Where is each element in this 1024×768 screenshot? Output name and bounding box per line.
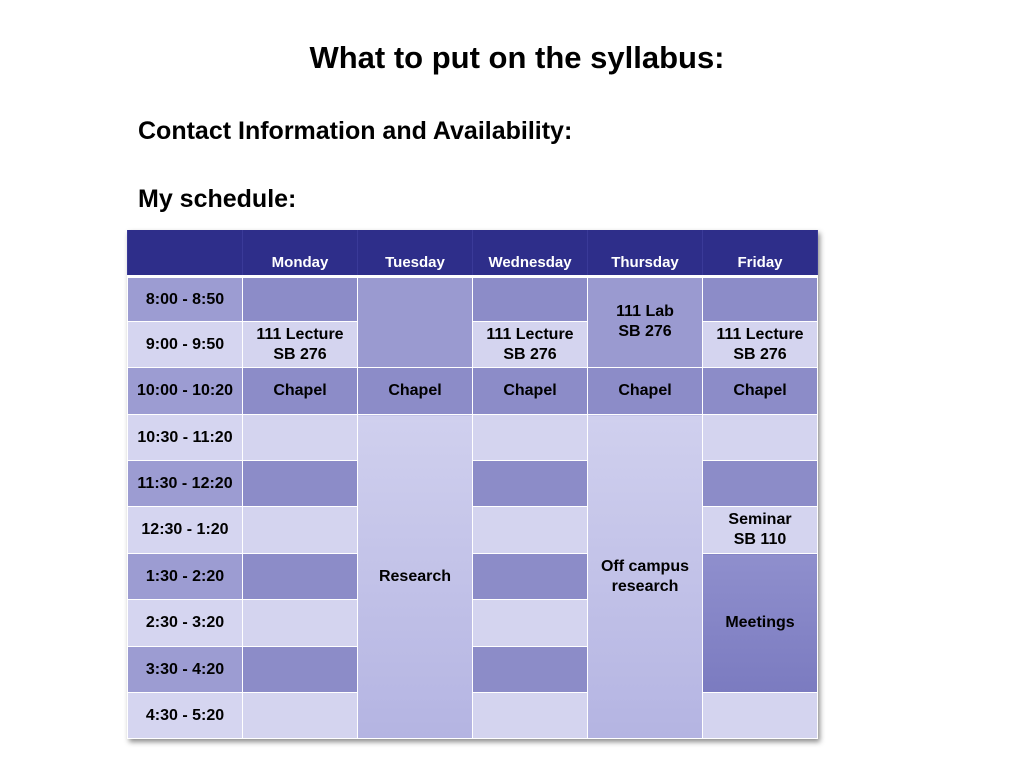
schedule-cell xyxy=(473,277,588,322)
schedule-cell xyxy=(473,693,588,739)
schedule-cell xyxy=(703,693,818,739)
schedule-cell xyxy=(473,554,588,600)
time-cell: 3:30 - 4:20 xyxy=(128,647,243,693)
chapel-cell: Chapel xyxy=(588,368,703,415)
schedule-cell xyxy=(358,277,473,368)
table-row xyxy=(128,507,818,554)
header-monday: Monday xyxy=(243,230,358,277)
table-row xyxy=(128,415,818,461)
table-row xyxy=(128,277,818,322)
table-row xyxy=(128,554,818,600)
schedule-cell xyxy=(243,461,358,507)
schedule-cell xyxy=(243,415,358,461)
table-row xyxy=(128,322,818,368)
schedule-cell xyxy=(243,507,358,554)
friday-lecture-cell: 111 Lecture SB 276 xyxy=(703,322,818,368)
chapel-cell: Chapel xyxy=(703,368,818,415)
time-cell: 8:00 - 8:50 xyxy=(128,277,243,322)
schedule-cell xyxy=(243,554,358,600)
header-thursday: Thursday xyxy=(588,230,703,277)
thursday-offcampus-cell: Off campus research xyxy=(588,415,703,739)
table-row xyxy=(128,693,818,739)
schedule-cell xyxy=(473,600,588,647)
tuesday-research-cell: Research xyxy=(358,415,473,739)
chapel-cell: Chapel xyxy=(358,368,473,415)
time-cell: 10:30 - 11:20 xyxy=(128,415,243,461)
schedule-cell xyxy=(473,461,588,507)
header-tuesday: Tuesday xyxy=(358,230,473,277)
time-cell: 12:30 - 1:20 xyxy=(128,507,243,554)
schedule-cell xyxy=(243,277,358,322)
schedule-cell xyxy=(703,277,818,322)
schedule-cell xyxy=(243,693,358,739)
time-cell: 2:30 - 3:20 xyxy=(128,600,243,647)
schedule-heading: My schedule: xyxy=(138,185,297,213)
table-row xyxy=(128,368,818,415)
friday-meetings-cell: Meetings xyxy=(703,554,818,693)
monday-lecture-cell: 111 Lecture SB 276 xyxy=(243,322,358,368)
schedule-cell xyxy=(703,415,818,461)
chapel-cell: Chapel xyxy=(473,368,588,415)
time-cell: 9:00 - 9:50 xyxy=(128,322,243,368)
header-friday: Friday xyxy=(703,230,818,277)
schedule-cell xyxy=(473,415,588,461)
time-cell: 10:00 - 10:20 xyxy=(128,368,243,415)
chapel-cell: Chapel xyxy=(243,368,358,415)
slide-title: What to put on the syllabus: xyxy=(309,40,725,75)
friday-seminar-cell: Seminar SB 110 xyxy=(703,507,818,554)
header-corner xyxy=(128,230,243,277)
wednesday-lecture-cell: 111 Lecture SB 276 xyxy=(473,322,588,368)
header-wednesday: Wednesday xyxy=(473,230,588,277)
contact-heading: Contact Information and Availability: xyxy=(138,117,573,145)
schedule-table xyxy=(127,230,818,739)
schedule-cell xyxy=(473,647,588,693)
schedule-cell xyxy=(243,600,358,647)
thursday-lab-cell: 111 Lab SB 276 xyxy=(588,277,703,368)
time-cell: 1:30 - 2:20 xyxy=(128,554,243,600)
table-header-row xyxy=(128,230,818,277)
schedule-cell xyxy=(473,507,588,554)
schedule-cell xyxy=(243,647,358,693)
table-row xyxy=(128,461,818,507)
time-cell: 4:30 - 5:20 xyxy=(128,693,243,739)
time-cell: 11:30 - 12:20 xyxy=(128,461,243,507)
schedule-cell xyxy=(703,461,818,507)
